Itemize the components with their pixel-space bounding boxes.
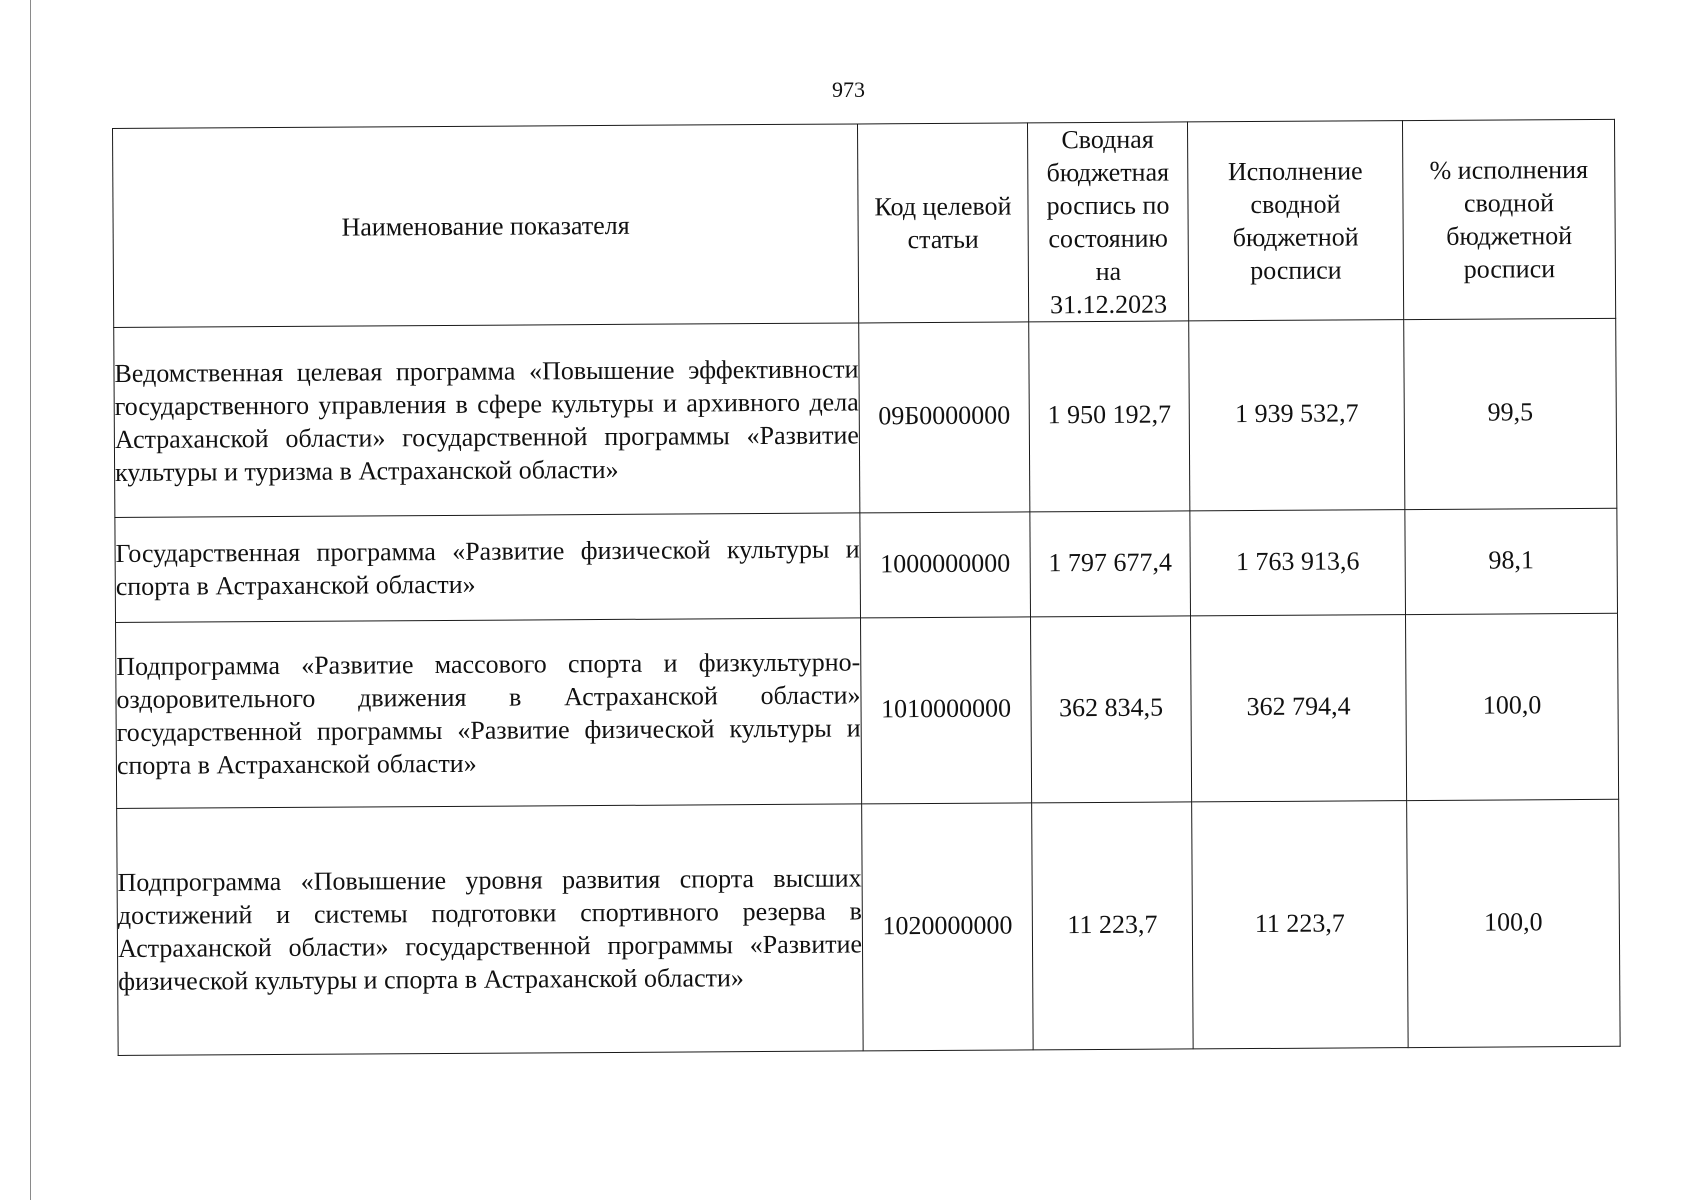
scan-edge-line bbox=[30, 0, 31, 1200]
budget-execution-table bbox=[112, 119, 1621, 1056]
header-budget-plan: Сводная бюджетная роспись по состоянию на 31.12.2023 bbox=[1027, 122, 1188, 322]
page-number: 973 bbox=[832, 77, 865, 102]
row-execution-percent: 99,5 bbox=[1404, 318, 1617, 509]
header-indicator-name: Наименование показателя bbox=[113, 124, 859, 328]
table-header-row bbox=[113, 119, 1616, 327]
header-target-code: Код целевой статьи bbox=[857, 123, 1028, 323]
row-execution-percent: 98,1 bbox=[1405, 508, 1618, 614]
table-row bbox=[116, 613, 1619, 808]
row-execution-percent: 100,0 bbox=[1407, 799, 1621, 1047]
row-budget-plan: 1 950 192,7 bbox=[1029, 321, 1190, 512]
row-budget-execution: 1 939 532,7 bbox=[1189, 320, 1405, 511]
row-budget-execution: 362 794,4 bbox=[1191, 615, 1407, 802]
row-budget-execution: 11 223,7 bbox=[1192, 801, 1409, 1049]
table-row bbox=[117, 799, 1620, 1055]
row-indicator-name: Подпрограмма «Повышение уровня развития спорта высших достижений и системы подготовки спортивного резерва в Астраханской области» государственной программы «Развитие физической культуры и спорта в Астраханской области» bbox=[117, 804, 863, 1056]
header-budget-execution: Исполнение сводной бюджетной росписи bbox=[1187, 121, 1403, 321]
header-execution-percent: % исполнения сводной бюджетной росписи bbox=[1402, 119, 1615, 319]
row-budget-plan: 362 834,5 bbox=[1031, 616, 1192, 803]
row-target-code: 09Б0000000 bbox=[859, 322, 1030, 513]
row-budget-execution: 1 763 913,6 bbox=[1190, 510, 1406, 616]
row-budget-plan: 11 223,7 bbox=[1032, 802, 1194, 1050]
row-execution-percent: 100,0 bbox=[1405, 613, 1618, 800]
row-indicator-name: Подпрограмма «Развитие массового спорта и физкультурно-оздоровительного движения в Астраханской области» государственной программы «Развитие физической культуры и спорта в Астраханской области» bbox=[116, 618, 862, 809]
row-target-code: 1010000000 bbox=[861, 617, 1032, 804]
row-budget-plan: 1 797 677,4 bbox=[1030, 511, 1191, 617]
row-target-code: 1000000000 bbox=[860, 512, 1031, 618]
row-indicator-name: Ведомственная целевая программа «Повышение эффективности государственного управления в сфере культуры и архивного дела Астраханской области» государственной программы «Развитие культуры и туризма в Астраханской области» bbox=[114, 323, 860, 518]
table-row bbox=[114, 318, 1617, 517]
row-indicator-name: Государственная программа «Развитие физической культуры и спорта в Астраханской области» bbox=[115, 513, 861, 623]
row-target-code: 1020000000 bbox=[862, 803, 1034, 1051]
table-row bbox=[115, 508, 1618, 622]
